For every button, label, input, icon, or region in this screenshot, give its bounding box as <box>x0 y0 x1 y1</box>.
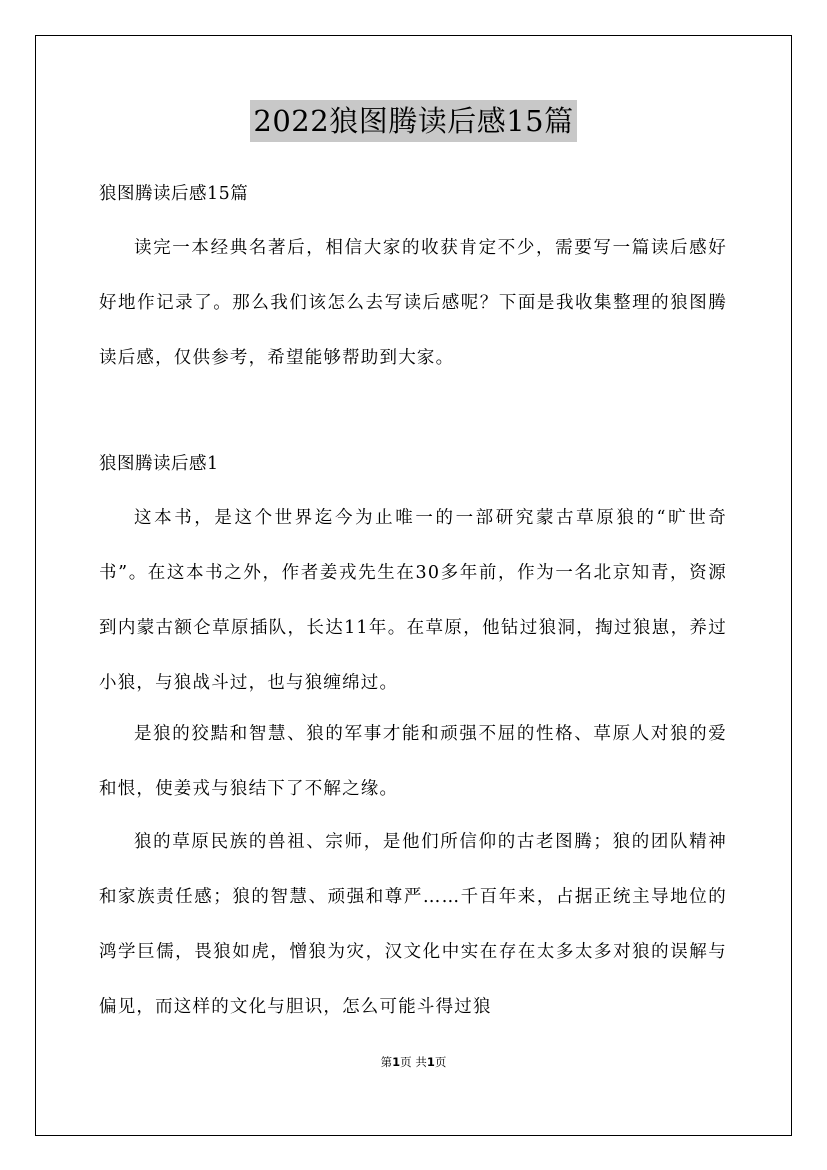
subtitle: 狼图腾读后感15篇 <box>99 184 249 204</box>
footer-suffix: 页 <box>434 1055 447 1069</box>
body-paragraph-2: 是狼的狡黠和智慧、狼的军事才能和顽强不屈的性格、草原人对狼的爱和恨，使姜戎与狼结下了不解之缘。 <box>99 724 727 799</box>
intro-paragraph: 读完一本经典名著后，相信大家的收获肯定不少，需要写一篇读后感好好地作记录了。那么我们该怎么去写读后感呢？下面是我收集整理的狼图腾读后感，仅供参考，希望能够帮助到大家。 <box>99 238 727 368</box>
document-title-wrap <box>0 100 827 142</box>
page-footer <box>0 1054 827 1070</box>
section-heading: 狼图腾读后感1 <box>99 454 219 474</box>
body-paragraph-3: 狼的草原民族的兽祖、宗师，是他们所信仰的古老图腾；狼的团队精神和家族责任感；狼的智慧、顽强和尊严……千百年来，占据正统主导地位的鸿学巨儒，畏狼如虎，憎狼为灾，汉文化中实在存在太多太多对狼的误解与偏见，而这样的文化与胆识，怎么可能斗得过狼 <box>99 832 727 1017</box>
footer-page-number: 1 <box>392 1055 401 1069</box>
footer-mid: 页 共 <box>400 1055 427 1069</box>
document-title: 2022狼图腾读后感15篇 <box>250 100 576 142</box>
footer-prefix: 第 <box>380 1055 393 1069</box>
body-paragraph-1: 这本书，是这个世界迄今为止唯一的一部研究蒙古草原狼的“旷世奇书”。在这本书之外，作者姜戎先生在30多年前，作为一名北京知青，资源到内蒙古额仑草原插队，长达11年。在草原，他钻过狼洞，掏过狼崽，养过小狼，与狼战斗过，也与狼缠绵过。 <box>99 508 727 693</box>
footer-page-total: 1 <box>426 1055 435 1069</box>
